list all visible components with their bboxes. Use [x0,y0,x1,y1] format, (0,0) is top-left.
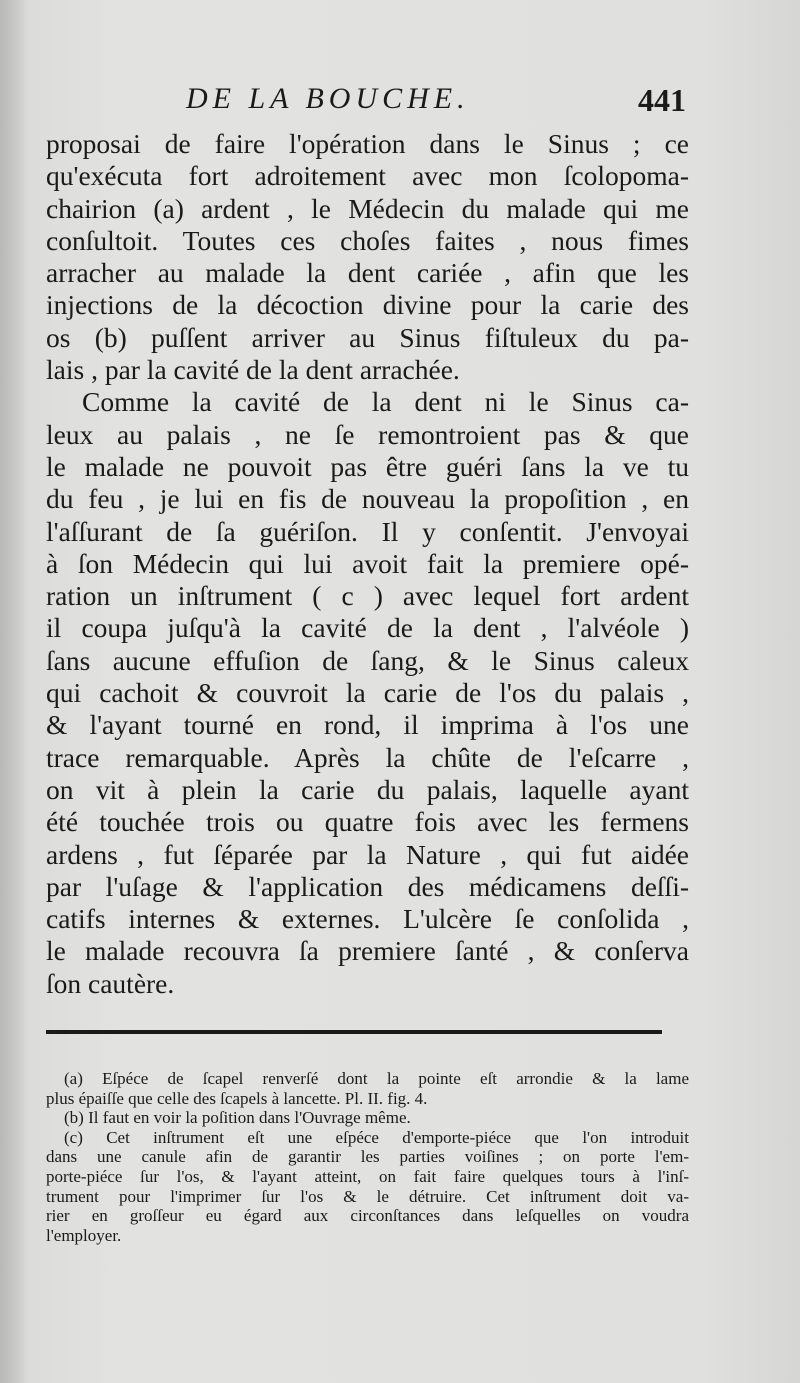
page-number: 441 [638,82,686,118]
text-line: ſans aucune effuſion de ſang, & le Sinus caleux [46,644,689,676]
text-line: leux au palais , ne ſe remontroient pas & que [46,418,689,450]
footnote-line: l'employer. [46,1225,122,1245]
text-line: le malade ne pouvoit pas être guéri ſans la ve tu [46,450,689,482]
text-line: Comme la cavité de la dent ni le Sinus ca- [82,386,689,418]
text-line: chairion (a) ardent , le Médecin du malade qui me [46,192,689,224]
text-line: par l'uſage & l'application des médicamens deſſi- [46,870,689,902]
text-line: injections de la décoction divine pour la carie des [46,289,689,321]
text-line: os (b) puſſent arriver au Sinus fiſtuleux du pa- [46,321,689,353]
text-line: qui cachoit & couvroit la carie de l'os du palais , [46,677,689,709]
text-line: ration un inſtrument ( c ) avec lequel fort ardent [46,580,689,612]
text-line: été touchée trois ou quatre fois avec les fermens [46,806,689,838]
text-line: lais , par la cavité de la dent arrachée. [46,354,460,386]
text-line: proposai de faire l'opération dans le Sinus ; ce [46,128,689,159]
footnote-line: (b) Il faut en voir la poſition dans l'Ouvrage même. [64,1108,411,1128]
text-line: & l'ayant tourné en rond, il imprima à l'os une [46,709,689,741]
footnote-line: (a) Eſpéce de ſcapel renverſé dont la pointe eſt arrondie & la lame [64,1069,689,1088]
text-line: qu'exécuta fort adroitement avec mon ſcolopoma- [46,160,689,192]
text-line: catifs internes & externes. L'ulcère ſe conſolida , [46,903,689,935]
text-line: l'aſſurant de ſa guériſon. Il y conſentit. J'envoyai [46,515,689,547]
text-line: ardens , fut ſéparée par la Nature , qui fut aidée [46,838,689,870]
text-line: le malade recouvra ſa premiere ſanté , & conſerva [46,935,689,967]
text-line: à ſon Médecin qui lui avoit fait la premiere opé- [46,547,689,579]
running-title: DE LA BOUCHE. [186,82,470,115]
text-line: il coupa juſqu'à la cavité de la dent , l'alvéole ) [46,612,689,644]
text-line: arracher au malade la dent cariée , afin que les [46,257,689,289]
page-header [46,82,686,122]
footnotes [46,1069,689,1245]
footnote-rule [46,1030,662,1034]
text-line: du feu , je lui en fis de nouveau la propoſition , en [46,483,689,515]
footnote-line: dans une canule afin de garantir les parties voiſines ; on porte l'em- [46,1147,689,1167]
text-line: on vit à plein la carie du palais, laquelle ayant [46,773,689,805]
footnote-line: rier en groſſeur eu égard aux circonſtances dans leſquelles on voudra [46,1206,689,1226]
text-line: ſon cautère. [46,967,175,999]
text-line: conſultoit. Toutes ces choſes faites , nous fimes [46,224,689,256]
footnote-line: (c) Cet inſtrument eſt une eſpéce d'emporte-piéce que l'on introduit [64,1127,689,1147]
gutter-shadow [0,0,28,1383]
text-line: trace remarquable. Après la chûte de l'eſcarre , [46,741,689,773]
main-text [46,128,689,1000]
footnote-line: porte-piéce ſur l'os, & l'ayant atteint, on fait faire quelques tours à l'inſ- [46,1166,689,1186]
footnote-line: trument pour l'imprimer ſur l'os & le détruire. Cet inſtrument doit va- [46,1186,689,1206]
footnote-line: plus épaiſſe que celle des ſcapels à lancette. Pl. II. fig. 4. [46,1088,428,1108]
